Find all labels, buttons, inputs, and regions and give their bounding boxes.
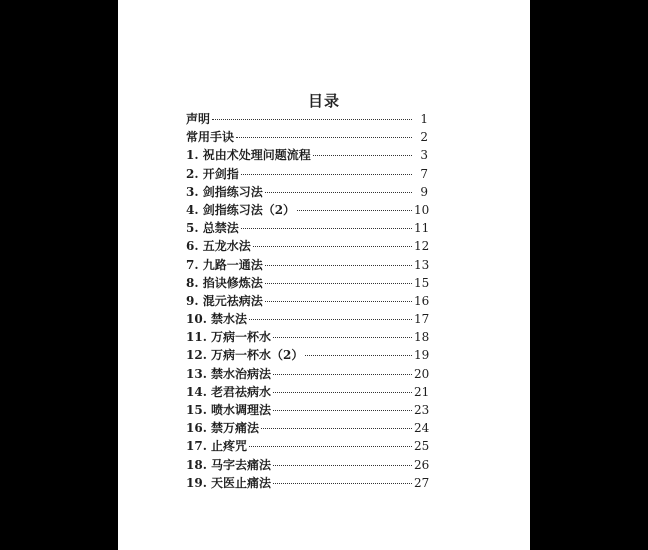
toc-entry[interactable] <box>186 201 428 219</box>
toc-entry-label: 15. 喷水调理法 <box>186 403 272 417</box>
toc-dot-leader <box>297 210 412 211</box>
toc-entry-label: 16. 禁万痛法 <box>186 421 260 436</box>
toc-entry-page-number: 18 <box>414 330 430 345</box>
toc-entry[interactable] <box>186 274 428 292</box>
toc-dot-leader <box>236 137 412 138</box>
toc-entry-page-number: 26 <box>414 457 430 472</box>
toc-entry-page-number: 17 <box>414 312 430 327</box>
toc-entry-label: 19. 天医止痛法 <box>186 475 272 490</box>
toc-entry-page-number: 2 <box>420 130 428 145</box>
toc-entry-label: 声明 <box>186 112 211 126</box>
toc-entry-page-number: 15 <box>414 275 430 290</box>
toc-entry-label: 9. 混元祛病法 <box>186 293 263 308</box>
toc-dot-leader <box>241 228 412 229</box>
toc-dot-leader <box>265 301 412 302</box>
toc-entry[interactable] <box>186 437 428 455</box>
toc-entry-label: 常用手诀 <box>186 130 235 145</box>
toc-entry[interactable] <box>186 219 428 237</box>
toc-entry-label: 8. 掐诀修炼法 <box>186 275 263 290</box>
toc-entry-page-number: 24 <box>414 421 430 436</box>
toc-entry[interactable] <box>186 128 428 146</box>
toc-dot-leader <box>261 428 412 429</box>
toc-entry[interactable] <box>186 456 428 474</box>
toc-entry-page-number: 23 <box>414 403 430 417</box>
toc-entry-page-number: 19 <box>414 348 430 363</box>
toc-entry[interactable] <box>186 146 428 164</box>
toc-entry[interactable] <box>186 165 428 183</box>
toc-entry-label: 18. 马字去痛法 <box>186 457 272 472</box>
toc-dot-leader <box>273 337 412 338</box>
toc-entry[interactable] <box>186 292 428 310</box>
toc-entry[interactable] <box>186 346 428 364</box>
toc-dot-leader <box>265 283 412 284</box>
toc-entry-label: 13. 禁水治病法 <box>186 366 272 381</box>
toc-entry[interactable] <box>186 183 428 201</box>
toc-title: 目录 <box>307 92 340 110</box>
toc-dot-leader <box>249 446 412 447</box>
toc-dot-leader <box>305 355 412 356</box>
toc-entry[interactable] <box>186 237 428 255</box>
toc-entry-label: 14. 老君祛病水 <box>186 384 272 399</box>
toc-list <box>186 110 428 492</box>
toc-entry-page-number: 27 <box>414 475 430 490</box>
toc-entry[interactable] <box>186 110 428 128</box>
toc-entry-page-number: 11 <box>414 221 430 236</box>
toc-entry-label: 1. 祝由术处理问题流程 <box>186 148 311 163</box>
toc-dot-leader <box>253 246 412 247</box>
toc-dot-leader <box>273 410 412 411</box>
toc-entry-label: 4. 剑指练习法（2） <box>186 202 296 217</box>
toc-entry-page-number: 25 <box>414 439 430 454</box>
toc-entry-page-number: 7 <box>420 166 428 181</box>
toc-entry-label: 10. 禁水法 <box>186 312 248 327</box>
toc-dot-leader <box>273 374 412 375</box>
toc-entry-label: 3. 剑指练习法 <box>186 184 263 199</box>
toc-entry-page-number: 12 <box>414 239 430 254</box>
toc-entry-page-number: 3 <box>420 148 428 163</box>
toc-entry-page-number: 20 <box>414 366 430 381</box>
toc-dot-leader <box>249 319 412 320</box>
toc-entry[interactable] <box>186 419 428 437</box>
toc-entry[interactable] <box>186 328 428 346</box>
toc-entry[interactable] <box>186 365 428 383</box>
toc-entry-label: 17. 止疼咒 <box>186 439 248 454</box>
toc-dot-leader <box>212 119 412 120</box>
toc-entry-label: 6. 五龙水法 <box>186 239 251 254</box>
toc-dot-leader <box>273 465 412 466</box>
toc-entry-label: 2. 开剑指 <box>186 166 239 181</box>
toc-entry-label: 5. 总禁法 <box>186 221 239 236</box>
toc-entry-page-number: 1 <box>420 112 428 126</box>
toc-dot-leader <box>273 392 412 393</box>
toc-entry-label: 12. 万病一杯水（2） <box>186 348 304 363</box>
toc-dot-leader <box>313 155 412 156</box>
document-page <box>118 0 530 550</box>
toc-entry-page-number: 21 <box>414 384 430 399</box>
toc-entry[interactable] <box>186 401 428 419</box>
toc-dot-leader <box>265 192 412 193</box>
toc-entry[interactable] <box>186 310 428 328</box>
toc-entry-page-number: 16 <box>414 293 430 308</box>
toc-entry-label: 7. 九路一通法 <box>186 257 263 272</box>
toc-entry-page-number: 9 <box>420 184 428 199</box>
toc-entry-page-number: 13 <box>414 257 430 272</box>
toc-entry-page-number: 10 <box>414 202 430 217</box>
toc-entry[interactable] <box>186 474 428 492</box>
toc-entry-label: 11. 万病一杯水 <box>186 330 272 345</box>
toc-dot-leader <box>265 265 412 266</box>
toc-entry[interactable] <box>186 383 428 401</box>
toc-dot-leader <box>241 174 412 175</box>
toc-entry[interactable] <box>186 256 428 274</box>
toc-dot-leader <box>273 483 412 484</box>
